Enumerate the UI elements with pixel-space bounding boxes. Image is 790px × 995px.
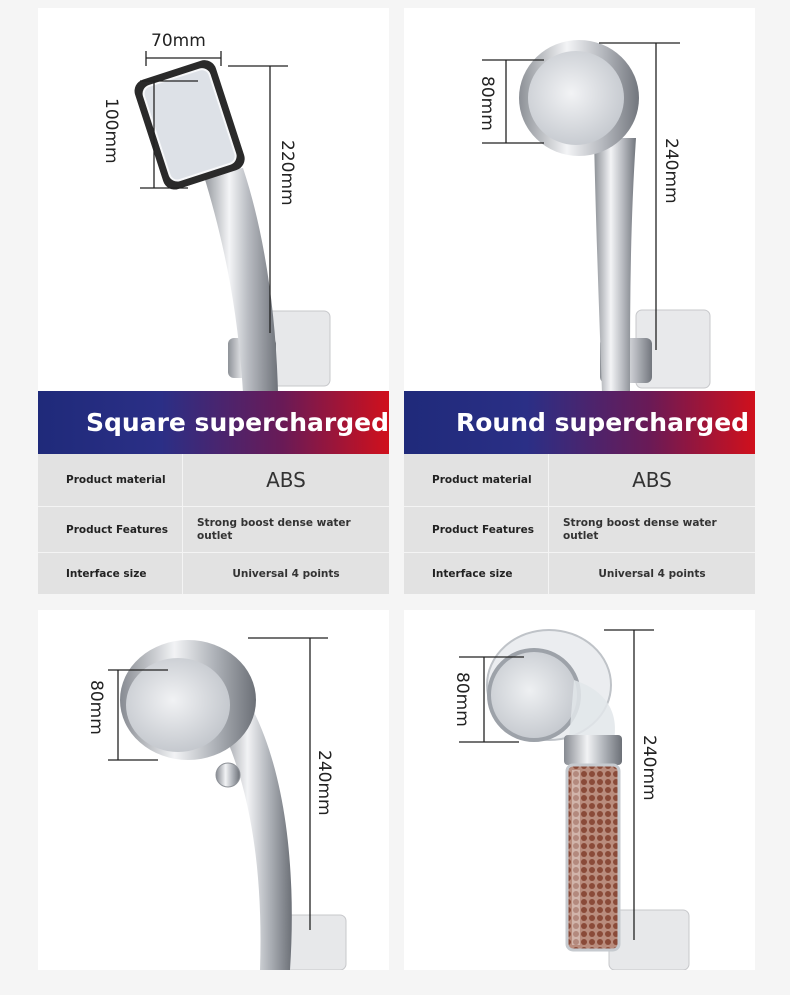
head-dimension: 80mm <box>86 680 106 735</box>
spec-label: Product material <box>404 454 549 506</box>
spec-label: Product Features <box>38 507 183 553</box>
spec-label: Interface size <box>404 553 549 595</box>
round-button-shower-head-panel <box>38 610 389 970</box>
length-dimension: 220mm <box>277 140 297 206</box>
table-row <box>404 454 755 506</box>
length-dimension: 240mm <box>661 138 681 204</box>
round-head-face <box>126 658 230 752</box>
spec-value: Universal 4 points <box>598 568 706 580</box>
mode-button <box>216 763 240 787</box>
spec-table-left <box>38 454 389 594</box>
filter-shower-head-panel <box>404 610 755 970</box>
round-supercharged-banner: Round supercharged <box>404 391 755 454</box>
round-head-face <box>489 650 579 740</box>
spec-value: Strong boost dense water outlet <box>197 516 351 542</box>
spec-label: Product material <box>38 454 183 506</box>
table-row <box>38 506 389 553</box>
table-row <box>38 552 389 595</box>
handle <box>203 168 278 393</box>
head-dimension: 100mm <box>101 98 121 164</box>
square-shower-head-panel <box>38 8 389 393</box>
head-dimension: 80mm <box>452 672 472 727</box>
spec-label: Product Features <box>404 507 549 553</box>
filter-highlight <box>572 770 580 945</box>
spec-label: Interface size <box>38 553 183 595</box>
round-head-face <box>528 51 624 145</box>
spec-value: Strong boost dense water outlet <box>563 516 717 542</box>
length-dimension: 240mm <box>639 735 659 801</box>
wall-bracket <box>609 910 689 970</box>
head-dimension: 80mm <box>477 76 497 131</box>
spec-value: ABS <box>632 468 672 492</box>
table-row <box>404 506 755 553</box>
length-dimension: 240mm <box>314 750 334 816</box>
spec-value: Universal 4 points <box>232 568 340 580</box>
round-shower-head-panel <box>404 8 755 393</box>
spec-table-right <box>404 454 755 594</box>
table-row <box>38 454 389 506</box>
handle <box>218 710 292 970</box>
square-supercharged-banner: Square supercharged <box>38 391 389 454</box>
width-dimension: 70mm <box>151 31 206 51</box>
spec-value: ABS <box>266 468 306 492</box>
table-row <box>404 552 755 595</box>
filter-collar <box>564 735 622 765</box>
